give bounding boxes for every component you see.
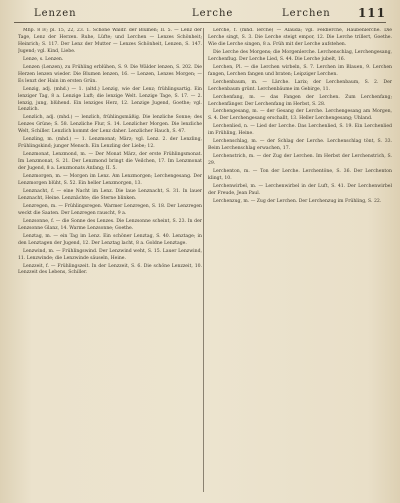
dictionary-entry: Lerchen, Pl. — die Lerchen wirbeln, S. 7. Lerchen im Blauen, 9. Lerchen fangen, Lerchen fangen und braten; Leipziger Lerchen. xyxy=(208,64,392,77)
page-header xyxy=(14,6,386,22)
dictionary-entry: Lenznacht, f. — eine Nacht im Lenz. Die laue Lenznacht, S. 31. In lauer Lenznacht, Heine. Lenznächte; die Sterne blinken. xyxy=(18,188,202,201)
dictionary-entry: Lerchenzug, m. — Zug der Lerchen. Der Lerchenzug im Frühling, S. 22. xyxy=(213,198,382,204)
column-divider xyxy=(203,28,204,492)
header-center-word: Lerche xyxy=(192,8,234,19)
dictionary-entry: Lerchenschlag, m. — der Schlag der Lerche. Lerchenschlag tönt, S. 33. Beim Lerchenschlag erwachen, 17. xyxy=(208,139,392,152)
dictionary-entry: Mhp. 8 iv; pl. 15, 22, 23. 1. Schöne Waldr. der Blumen; II. 5. — Lenz der Tage, Lenz der Herzen. Ruhe, Lüfte; und Lerchen — Lenzes Schönheit; Heinrich; S. 117. Der Lenz der Mutter — Lenzes Schönheit, Lenzen, S. 147. Jugend; vgl. Kind, Liebe. xyxy=(18,28,202,54)
dictionary-entry: Lenzen (Lenzen), zu Frühling erblühen, S. 9. Die Wälder lenzen, S. 202. Die Herzen lenzen wieder. Die Blumen lenzen, 16. — Lenzen, Lenzes Morgen; — Es lenzt der Hain im ersten Grün. xyxy=(18,64,202,84)
dictionary-entry: Lenzregen, m. — Frühlingsregen. Warmer Lenzregen, S. 18. Der Lenzregen weckt die Saaten. Der Lenzregen rauscht, 9 a. xyxy=(18,203,202,216)
dictionary-entry: Lenztag, m. — ein Tag im Lenz. Ein schöner Lenztag, S. 40. Lenztage; in den Lenztagen der Jugend, 12. Der Lenztag lacht, 8 a. Goldne Lenztage. xyxy=(18,233,202,246)
page-number: 111 xyxy=(357,6,386,20)
dictionary-entry: Die Lerche des Morgens; die Morgenlerche. Lerchenschlag, Lerchengesang, Lerchenflug. Der Lerche Lied, S. 44. Die Lerche jubelt, 16. xyxy=(208,49,392,62)
header-right-word: Lerchen xyxy=(282,8,331,19)
dictionary-entry: Lerche, f. (mhd. lêrche) — Alauda; vgl. Feldlerche, Haubenlerche. Die Lerche singt, S. 3. Die Lerche steigt empor, 12. Die Lerche trillert, Goethe. Wie die Lerche singen, 8 a. Früh mit der Lerche aufstehen. xyxy=(208,28,392,47)
dictionary-entry: Lenzmonat, Lenzmond, m. — Der Monat März, der erste Frühlingsmonat. Im Lenzmonat, S. 21. Der Lenzmond bringt die Veilchen, 17. Im Lenzmonat der Jugend, 8 a. Lenzmonats Anfang; II. 5. xyxy=(18,152,202,172)
dictionary-entry: Lenze, s. Lenzen. xyxy=(23,56,64,62)
dictionary-entry: Lenzling, m. (mhd.) — 1. Lenzmonat; März; vgl. Lenz. 2. der Lenzling, Frühlingskind; junger Mensch. Ein Lenzling der Liebe; 12. xyxy=(18,137,202,150)
dictionary-entry: Lenzsonne, f. — die Sonne des Lenzes. Die Lenzsonne scheint, S. 23. In der Lenzsonne Glanz, 14. Warme Lenzsonne; Goethe. xyxy=(18,218,202,231)
dictionary-entry: Lerchenton, m. — Ton der Lerche. Lerchentöne, S. 36. Der Lerchenton klingt, 10. xyxy=(208,169,392,182)
dictionary-entry: Lenzig, adj. (mhd.) — 1. (altd.) Lenzig, wie der Lenz; frühlingsartig. Ein lenziger Tag, 8 a. Lenzige Luft; die lenzige Welt. Lenzige Tage, S. 17. — 2. lenzig, jung, blühend. Ein lenziges Herz, 12. Lenzige Jugend, Goethe; vgl. Lenzlich. xyxy=(18,86,202,113)
dictionary-entry: Lenzzeit, f. — Frühlingszeit. In der Lenzzeit, S. 6. Die schöne Lenzzeit, 10. Lenzzeit des Lebens, Schiller. xyxy=(18,263,202,276)
right-column xyxy=(208,28,392,494)
dictionary-entry: Lerchenstrich, m. — der Zug der Lerchen. Im Herbst der Lerchenstrich, S. 29. xyxy=(208,154,392,167)
dictionary-entry: Lerchengesang, m. — der Gesang der Lerche. Lerchengesang am Morgen, S. 4. Der Lerchengesang erschallt, 13. Heller Lerchengesang; Uhland. xyxy=(208,109,392,122)
left-column xyxy=(18,28,202,494)
dictionary-entry: Lerchenlied, n. — Lied der Lerche. Das Lerchenlied, S. 19. Ein Lerchenlied im Frühling, Heine. xyxy=(208,124,392,137)
dictionary-entry: Lenzwind, m. — Frühlingswind. Der Lenzwind weht, S. 15. Lauer Lenzwind, 11. Lenzwinde; die Lenzwinde säuseln, Heine. xyxy=(18,248,202,261)
header-rule xyxy=(14,22,386,23)
dictionary-entry: Lenzlich, adj. (mhd.) — lenzlich, frühlingsmäßig. Die lenzliche Sonne; des Lenzes Grüne; S. 58. Lenzliche Flur, S. 14. Lenzlicher Morgen. Die lenzliche Welt, Schiller. Lenzlich kommt der Lenz daher. Lenzlicher Hauch, S. 47. xyxy=(18,115,202,135)
dictionary-entry: Lerchenfang, m. — das Fangen der Lerchen. Zum Lerchenfang; Lerchenfänger. Der Lerchenfang im Herbst, S. 28. xyxy=(208,94,392,107)
dictionary-entry: Lerchenwirbel, m. — Lerchenwirbel in der Luft, S. 41. Der Lerchenwirbel der Freude, Jean Paul. xyxy=(208,184,392,196)
header-left-word: Lenzen xyxy=(34,8,77,19)
dictionary-entry: Lerchenbaum, m. — Lärche. Larix; der Lerchenbaum, S. 2. Der Lerchenbaum grünt. Lerchenbäume im Gebirge, 11. xyxy=(208,79,392,92)
dictionary-entry: Lenzmorgen, m. — Morgen im Lenz. Am Lenzmorgen; Lerchengesang. Der Lenzmorgen blüht, S. 52. Ein heller Lenzmorgen, 13. xyxy=(18,174,202,187)
